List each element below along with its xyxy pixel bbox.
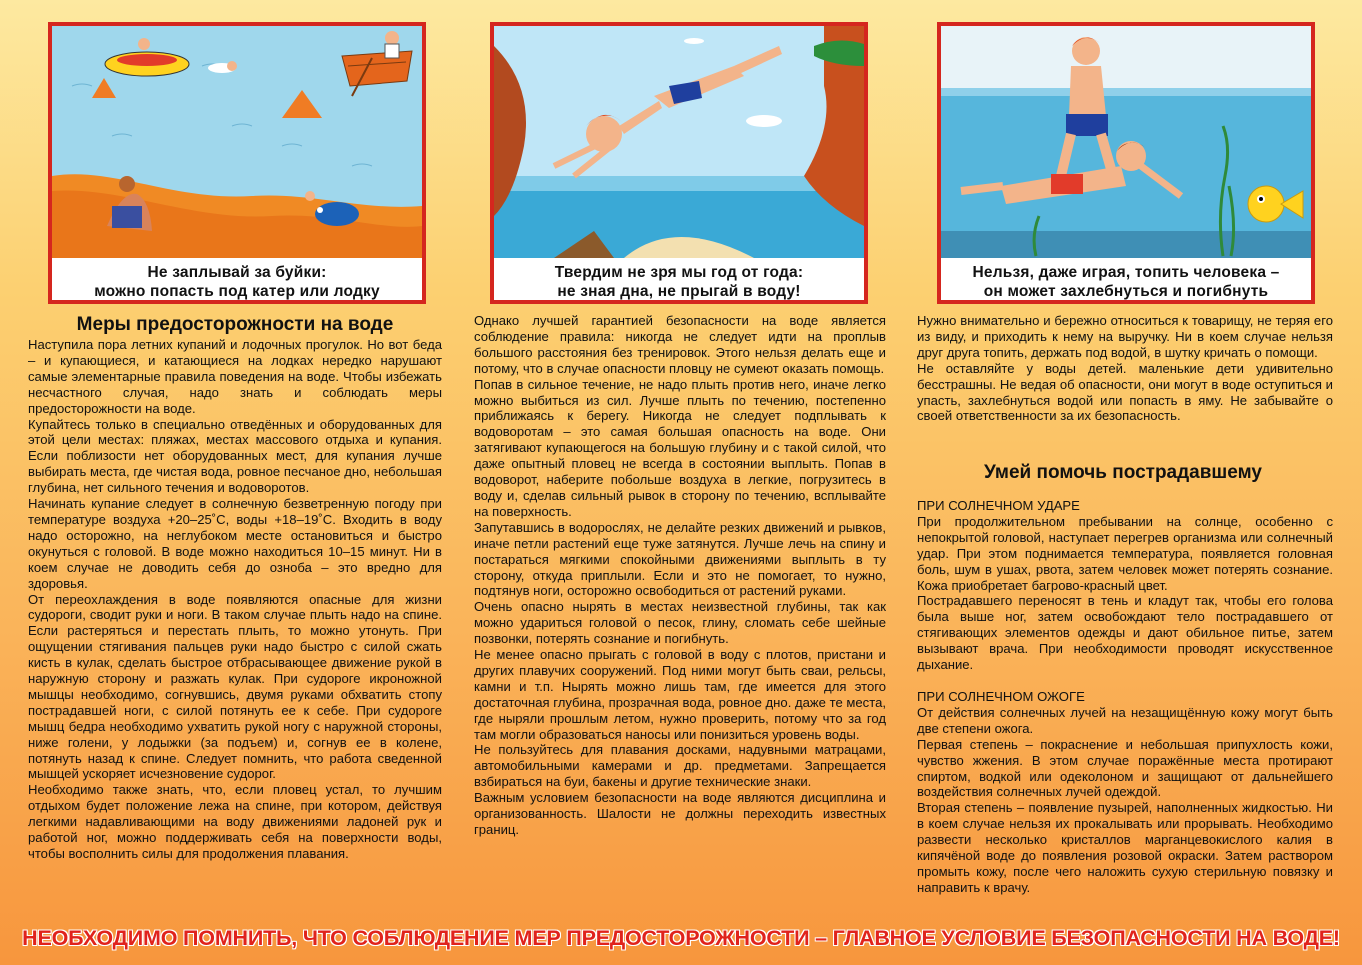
caption-line: можно попасть под катер или лодку — [94, 283, 380, 300]
caption-line: Твердим не зря мы год от года: — [554, 264, 804, 281]
paragraph: Очень опасно нырять в местах неизвестной глубины, так как можно удариться головой о песок, глину, сломать себе шейные позвонки, потерять сознание и погибнуть. — [474, 599, 886, 647]
paragraph: Не пользуйтесь для плавания досками, надувными матрацами, автомобильными камерами и др. предметами. Запрещается взбираться на буи, бакены и другие технические знаки. — [474, 742, 886, 790]
paragraph: Наступила пора летних купаний и лодочных прогулок. Но вот беда – и купающиеся, и катающиеся на лодках нередко нарушают самые элементарные правила поведения на воде. Чтобы избежать несчастного случая, надо знать и соблюдать меры предосторожности на воде. — [28, 337, 442, 416]
paragraph: Начинать купание следует в солнечную безветренную погоду при температуре воздуха +20–25˚С, воды +18–19˚С. Входить в воду надо осторожно, на неглубоком месте остановиться и быстро окунуться с головой. В воде можно находиться 10–15 минут. Ни в коем случае не доводить себя до озноба – это вредно для здоровья. — [28, 496, 442, 591]
subsection-title: ПРИ СОЛНЕЧНОМ УДАРЕ — [917, 498, 1080, 513]
paragraph: Важным условием безопасности на воде являются дисциплина и организованность. Шалости не должны переходить известных границ. — [474, 790, 886, 837]
paragraph: Необходимо также знать, что, если пловец устал, то лучшим отдыхом будет положение лежа на спине, при котором, действуя легкими надавливающими на воду движениями ладоней рук и работой ног, можно поддерживать себя на поверхности воды, чтобы восполнить силы для продолжения плавания. — [28, 782, 442, 861]
paragraph: Нужно внимательно и бережно относиться к товарищу, не теряя его из виду, и приходить к нему на выручку. Ни в коем случае нельзя друг друга топить, держать под водой, в шутку кричать о помощи. — [917, 313, 1333, 360]
illustration-panel-diving — [490, 22, 868, 304]
diving-illustration — [494, 26, 864, 258]
text-block — [917, 313, 1333, 424]
paragraph: При продолжительном пребывании на солнце, особенно с непокрытой головой, наступает перегрев организма или солнечный удар. При этом поднимается температура, появляется головная боль, шум в ушах, рвота, затем человек может потерять сознание. Кожа приобретает багрово-красный цвет. — [917, 513, 1333, 593]
paragraph: Не оставляйте у воды детей. маленькие дети удивительно бесстрашны. Не ведая об опасности, они могут в воде оступиться и упасть, захлебнуться водой или попасть в яму. Не забывайте о своей ответственности за их безопасность. — [917, 360, 1333, 424]
section-heading: Меры предосторожности на воде — [76, 314, 394, 335]
footer-warning: НЕОБХОДИМО ПОМНИТЬ, ЧТО СОБЛЮДЕНИЕ МЕР ПРЕДОСТОРОЖНОСТИ – ГЛАВНОЕ УСЛОВИЕ БЕЗОПАСНОСТИ НА ВОДЕ! — [22, 926, 1340, 950]
paragraph: От переохлаждения в воде появляются опасные для жизни судороги, сводит руки и ноги. В таком случае плыть надо на спине. Если растеряться и перестать плыть, то можно утонуть. При ощущении стягивания пальцев руки надо быстро с силой сжать кисть в кулак, сделать быстрое отбрасывающее движение рукой в наружную сторону и разжать кулак. При судороге икроножной мышцы необходимо, согнувшись, двумя руками обхватить стопу пострадавшей ноги, с силой потянуть ее к себе. При судороге мышц бедра необходимо ухватить рукой ногу с наружной стороны, ниже голени, у лодыжки (за подъем) и, согнув ее в колене, потянуть назад к спине. Следует помнить, что работа сведенной мышцей ускоряет исчезновение судорог. — [28, 591, 442, 782]
paragraph: Пострадавшего переносят в тень и кладут так, чтобы его голова была выше ног, затем освобождают тело пострадавшего от стягивающих элементов одежды и дают обильное питье, затем вызывают врача. При необходимости проводят искусственное дыхание. — [917, 593, 1333, 673]
text-block — [917, 498, 1333, 896]
caption-line: Не заплывай за буйки: — [147, 264, 327, 281]
paragraph: Первая степень – покраснение и небольшая припухлость кожи, чувство жжения. В этом случае поражённые места протирают спиртом, водкой или одеколоном и защищают от дальнейшего воздействия солнечных лучей одеждой. — [917, 736, 1333, 800]
subsection-title: ПРИ СОЛНЕЧНОМ ОЖОГЕ — [917, 688, 1085, 704]
text-block — [28, 337, 442, 862]
spacer — [917, 673, 1333, 689]
paragraph: От действия солнечных лучей на незащищённую кожу могут быть две степени ожога. — [917, 704, 1333, 736]
text-block — [474, 313, 886, 838]
paragraph: Купайтесь только в специально отведённых и оборудованных для этой цели местах: пляжах, местах массового отдыха и купания. Если поблизости нет оборудованных мест, для купания лучше выбирать места, где чистая вода, ровное песчаное дно, небольшая глубина, нет сильного течения и водоворотов. — [28, 416, 442, 496]
panel-caption — [52, 260, 422, 304]
panel-caption — [941, 260, 1311, 304]
underwater-illustration — [941, 26, 1311, 258]
illustration-panel-buoys — [48, 22, 426, 304]
beach-buoys-illustration — [52, 26, 422, 258]
illustration-panel-underwater — [937, 22, 1315, 304]
paragraph: Попав в сильное течение, не надо плыть против него, иначе легко можно выбиться из сил. Лучше плыть по течению, постепенно приближаясь к берегу. Никогда не следует подплывать к водоворотам – это самая большая опасность на воде. Они затягивают купающегося на большую глубину и с такой силой, что даже опытный пловец не всегда в состоянии выплыть. Попав в водоворот, наберите побольше воздуха в легкие, погрузитесь в воду и, сделав сильный рывок в сторону по течению, всплывайте на поверхность. — [474, 376, 886, 519]
paragraph: Вторая степень – появление пузырей, наполненных жидкостью. Ни в коем случае нельзя их прокалывать или прорывать. Необходимо развести несколько кристаллов марганцевокислого калия в кипячёной воде до появления розовой окраски. Затем раствором промыть кожу, после чего наложить сухую стерильную повязку и направить к врачу. — [917, 800, 1333, 895]
paragraph: Не менее опасно прыгать с головой в воду с плотов, пристани и других плавучих сооружений. Под ними могут быть сваи, рельсы, камни и т.п. Нырять можно лишь там, где имеется для этого достаточная глубина, прозрачная вода, ровное дно. даже те места, где ныряли прошлым летом, нужно проверить, потому что за год там могли образоваться наносы или понизиться уровень воды. — [474, 647, 886, 742]
section-heading: Умей помочь пострадавшему — [984, 462, 1262, 483]
paragraph: Запутавшись в водорослях, не делайте резких движений и рывков, иначе петли растений еще туже затянутся. Лучше лечь на спину и постараться мягкими спокойными движениями выплыть в ту сторону, откуда приплыли. Если и это не помогает, то нужно, подтянув ноги, осторожно освободиться от растений руками. — [474, 519, 886, 599]
panel-caption — [494, 260, 864, 304]
caption-line: он может захлебнуться и погибнуть — [983, 283, 1269, 300]
caption-line: Нельзя, даже играя, топить человека – — [972, 264, 1280, 281]
paragraph: Однако лучшей гарантией безопасности на воде является соблюдение правила: никогда не следует идти на проплыв большого расстояния без тренировок. Этого нельзя делать еще и потому, что в случае опасности пловцу не сумеют оказать помощь. — [474, 313, 886, 376]
caption-line: не зная дна, не прыгай в воду! — [557, 283, 801, 300]
